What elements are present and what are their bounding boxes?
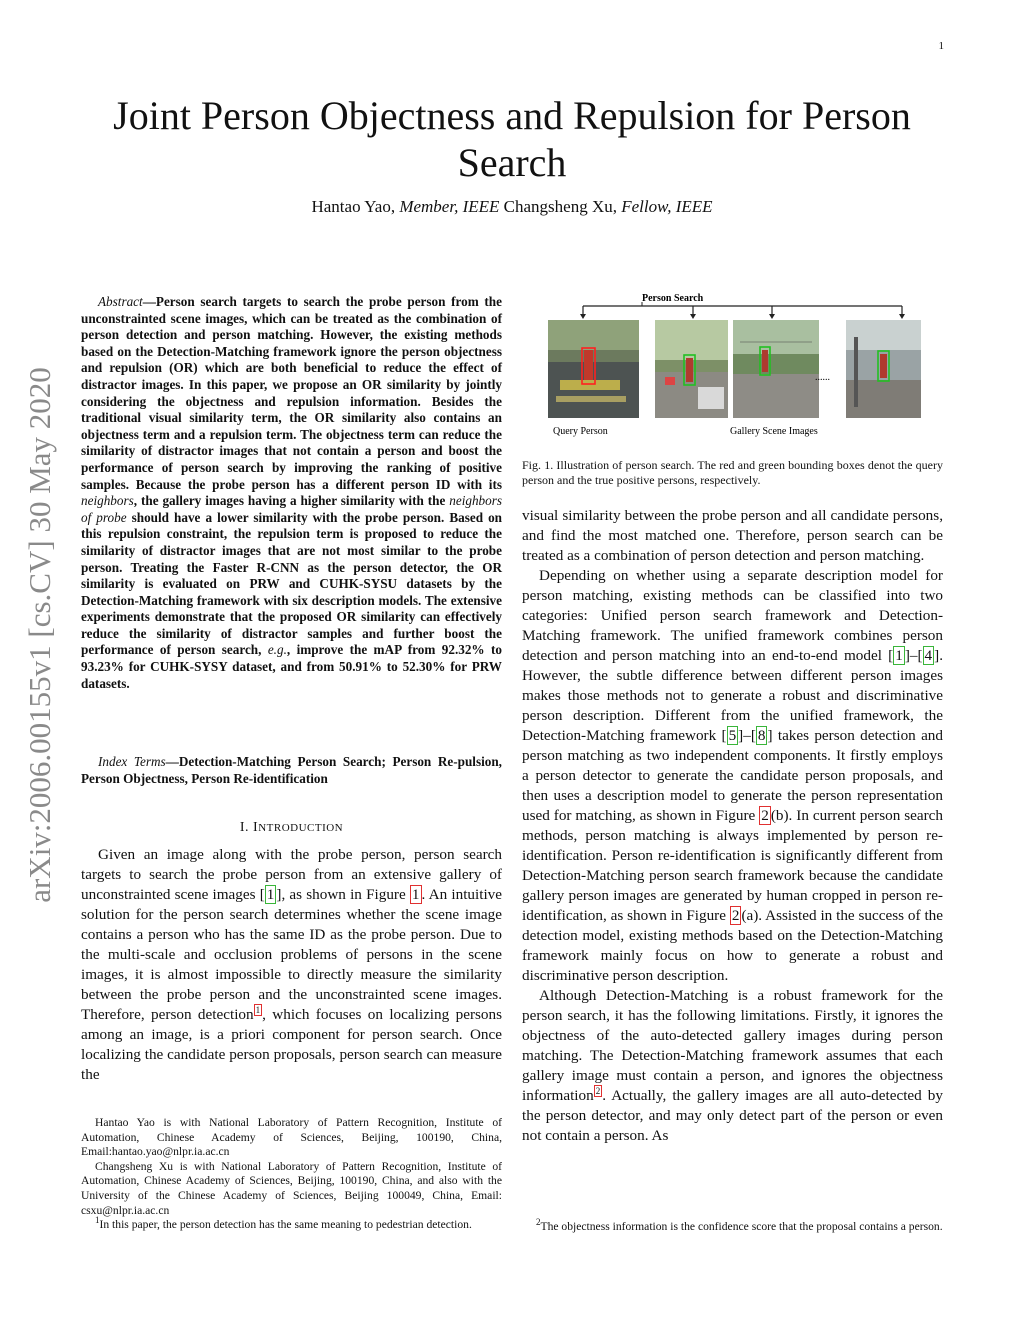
- footnote-affiliation-1: Hantao Yao is with National Laboratory of Pattern Recognition, Institute of Automation, Chinese Academy of Sciences, Beijing, 100190, China, Email:hantao.yao@nlpr.ia.ac.cn: [81, 1116, 502, 1159]
- index-terms-text: Detection-Matching Person Search; Person Re-pulsion, Person Objectness, Person Re-identification: [81, 754, 502, 786]
- abstract-text-1: Person search targets to search the probe person from the unconstrainted scene images, which can be treated as the combination of person detection and person matching. However, the existing methods based on the Detection-Matching framework ignore the person objectness and repulsion (OR) which are both beneficial to reduce the effect of distractor images. In this paper, we propose an OR similarity by jointly considering the objectness and repulsion information. Besides the traditional visual similarity term, the OR similarity also contains an objectness term and a repulsion term. The objectness term can reduce the similarity of distractor images that not contain a person and boost the performance of person search by improving the ranking of positive samples. Because the probe person has a different person ID with its: [81, 294, 502, 492]
- intro-right-text-2a: Although Detection-Matching is a robust framework for the person search, it has the following limitations. Firstly, it ignores the objectness of the auto-detected gallery images during person matching. The Detection-Matching framework assumes that each gallery image must contain a person, and ignores the objectness information: [522, 987, 943, 1104]
- figure-1-illustration: [540, 292, 935, 440]
- abstract-text-2: , the gallery images having a higher similarity with the: [133, 493, 446, 509]
- abstract-text-4: , improve the mAP from 92.32% to 93.23% for CUHK-SYSY dataset, and from 50.91% to 52.30% for PRW datasets.: [81, 642, 502, 691]
- footnote-1-mark: 1: [95, 1215, 100, 1226]
- arrow-down-icon: [899, 314, 905, 319]
- citation-link[interactable]: 4: [924, 647, 933, 664]
- intro-right-text-1a: Depending on whether using a separate description model for person matching, existing methods can be classified into two categories: Unified person search framework and Detection-Matching framework. The unified framework combines person detection and person matching into an end-to-end model: [522, 567, 943, 664]
- footnote-2-mark: 2: [536, 1217, 541, 1228]
- figure-1: [540, 292, 935, 440]
- footnotes-right: [522, 1217, 943, 1235]
- query-person: [584, 350, 593, 380]
- figure-ref-link[interactable]: 2: [731, 907, 740, 924]
- figure-caption: Fig. 1. Illustration of person search. The red and green bounding boxes denot the query person and the true positive persons, respectively.: [522, 458, 943, 487]
- intro-text-1d: , which focuses on localizing persons among an image, is a priori component for person search. Once localizing the candidate person proposals, person search can measure the: [81, 1006, 503, 1083]
- author-1-name: Hantao Yao,: [311, 197, 396, 216]
- citation-link[interactable]: 8: [757, 727, 766, 744]
- query-label: Query Person: [553, 426, 608, 437]
- abstract-text-3: should have a lower similarity with the probe person. Based on this repulsion constraint, the repulsion term is proposed to reduce the similarity of distractor images that are not most similar to the probe person. Treating the Faster R-CNN as the person detector, the OR similarity is evaluated on PRW and CUHK-SYSU datasets by the Detection-Matching framework with six description models. The extensive experiments demonstrate that the proposed OR similarity can effectively reduce the similarity of distractor samples and further boost the performance of person search,: [81, 509, 502, 658]
- abstract-dash: —: [142, 294, 156, 309]
- author-1-role: Member, IEEE: [399, 197, 500, 216]
- section-first-letter: I: [253, 820, 259, 835]
- footnote-ref-link[interactable]: 2: [595, 1085, 601, 1096]
- gallery-scene-image-2: [733, 320, 819, 418]
- footnote-2: [522, 1217, 943, 1235]
- intro-left-column: [81, 845, 502, 1085]
- section-rest: NTRODUCTION: [258, 822, 344, 834]
- abstract-label: Abstract: [98, 294, 143, 309]
- footnote-affiliation-2: Changsheng Xu is with National Laboratory of Pattern Recognition, Institute of Automation, Chinese Academy of Sciences, Beijing, 100190, China, and also with the University of the Chinese Academy of Sciences, Beijing 100049, China, Email: csxu@nlpr.ia.ac.cn: [81, 1159, 502, 1217]
- intro-text-1c: . An intuitive solution for the person search determines whether the scene image contains a person who has the same ID as the probe person. Due to the multi-scale and occlusion problems of persons in the scene images, it is almost impossible to directly measure the similarity between the probe person and the unconstrainted scene images. Therefore, person detection: [81, 886, 503, 1023]
- section-numeral: I.: [239, 820, 250, 835]
- query-scene-image: [548, 320, 639, 418]
- intro-text-1a: Given an image along with the probe person, person search targets to search the probe person from an extensive gallery of unconstrainted scene images: [81, 846, 502, 903]
- arrow-down-icon: [769, 314, 775, 319]
- citation-link[interactable]: 1: [895, 647, 903, 664]
- footnote-1-text: In this paper, the person detection has the same meaning to pedestrian detection.: [99, 1218, 472, 1232]
- arrow-down-icon: [580, 314, 586, 319]
- figure-ref-link[interactable]: 1: [411, 886, 420, 903]
- gallery-scene-image-1: [655, 320, 728, 418]
- figure-ref-link[interactable]: 2: [761, 807, 769, 824]
- index-terms-label: Index Terms: [98, 754, 166, 769]
- intro-right-text-1b: . However, the subtle difference between different person images makes those methods not to generate a robust and discriminative person description. Different from the unified framework, the Detection-Matching framework: [522, 647, 943, 744]
- abstract: [81, 294, 502, 692]
- intro-right-paragraph-1: Depending on whether using a separate description model for person matching, existing methods can be classified into two categories: Unified person search framework and Detection-Matching framework. The unified framework combines person detection and person matching into an end-to-end model [ 1 ]–[ 4 ]. However, the subtle difference between different person images makes those methods not to generate a robust and discriminative person description. Different from the unified framework, the Detection-Matching framework [ 5 ]–[ 8 ] takes person detection and person matching as two independent components. It firstly employs a person detector to generate the candidate person proposals, and then uses a description model to generate the person representation used for matching, as shown in Figure 2 (b). In current person search methods, person matching is always implemented by person re-identification. Person re-identification is significantly different from Detection-Matching person search framework because the candidate gallery person images are generated by human cropped in person re-identification, as shown in Figure 2 (a). Assisted in the success of the detection model, existing methods based on the Detection-Matching framework mainly focus on how to generate a robust and discriminative person description.: [522, 567, 944, 984]
- author-2-role: Fellow, IEEE: [621, 197, 713, 216]
- section-heading: [81, 820, 502, 836]
- gallery-scene-image-3: [846, 320, 921, 418]
- intro-right-paragraph-2: [522, 986, 943, 1146]
- intro-right-text-1e: (a). Assisted in the success of the detection model, existing methods based on the Detection-Matching framework mainly focus on how to generate a robust and discriminative person description.: [522, 907, 943, 984]
- intro-text-1b: , as shown in Figure: [281, 886, 406, 903]
- arxiv-stamp-text: arXiv:2006.00155v1 [cs.CV] 30 May 2020: [22, 367, 57, 903]
- footnote-1: [81, 1215, 502, 1233]
- index-terms: [81, 754, 502, 787]
- intro-right-paragraph-0: visual similarity between the probe person and all candidate persons, and find the most matched one. Therefore, person search can be treated as a combination of person detection and person matching.: [522, 507, 943, 564]
- figure-title: Person Search: [642, 293, 704, 304]
- citation-dash: –: [743, 727, 751, 744]
- intro-right-column: [522, 506, 943, 1146]
- page-number: 1: [938, 40, 944, 52]
- citation-dash: –: [909, 647, 918, 664]
- intro-paragraph-1: Given an image along with the probe person, person search targets to search the probe person from an extensive gallery of unconstrainted scene images [ 1 ], as shown in Figure 1 . An intuitive solution for the person search determines whether the scene image contains a person who has the same ID as the probe person. Due to the multi-scale and occlusion problems of persons in the scene images, it is almost impossible to directly measure the similarity between the probe person and the unconstrainted scene images. Therefore, person detection $^1$ , which focuses on localizing persons among an image, is a priori component for person search. Once localizing the candidate person proposals, person search can measure the: [81, 846, 503, 1083]
- footnote-2-text: The objectness information is the confidence score that the proposal contains a person.: [540, 1220, 943, 1233]
- paper-title: Joint Person Objectness and Repulsion for Person Search: [113, 93, 911, 185]
- intro-right-text-2b: . Actually, the gallery images are all auto-detected by the person detector, and may only detect part of the person or even not contain a person. As: [522, 1087, 943, 1144]
- abstract-neighbors-of-probe: neighbors of probe: [81, 493, 502, 525]
- gallery-ellipsis: ......: [815, 372, 830, 383]
- abstract-neighbors: neighbors: [81, 493, 134, 509]
- abstract-eg: e.g.: [267, 642, 287, 658]
- index-terms-dash: —: [165, 754, 179, 769]
- footnote-ref-link[interactable]: 1: [255, 1004, 261, 1015]
- citation-link[interactable]: 1: [266, 886, 275, 903]
- author-2-name: Changsheng Xu,: [503, 197, 617, 216]
- citation-link[interactable]: 5: [728, 727, 737, 744]
- arrow-down-icon: [690, 314, 696, 319]
- footnotes-left: [81, 1116, 502, 1233]
- gallery-label: Gallery Scene Images: [730, 426, 818, 437]
- intro-right-text-1c: takes person detection and person matching as two independent components. It firstly employs a person detector to generate the candidate person proposals, and then uses a description model to generate the person representation used for matching, as shown in Figure: [522, 727, 943, 824]
- author-line: [80, 197, 944, 217]
- intro-right-text-1d: (b). In current person search methods, person matching is always implemented by person re-identification. Person re-identification is significantly different from Detection-Matching person search framework because the candidate gallery person images are generated by human cropped in person re-identification, as shown in Figure: [522, 807, 944, 924]
